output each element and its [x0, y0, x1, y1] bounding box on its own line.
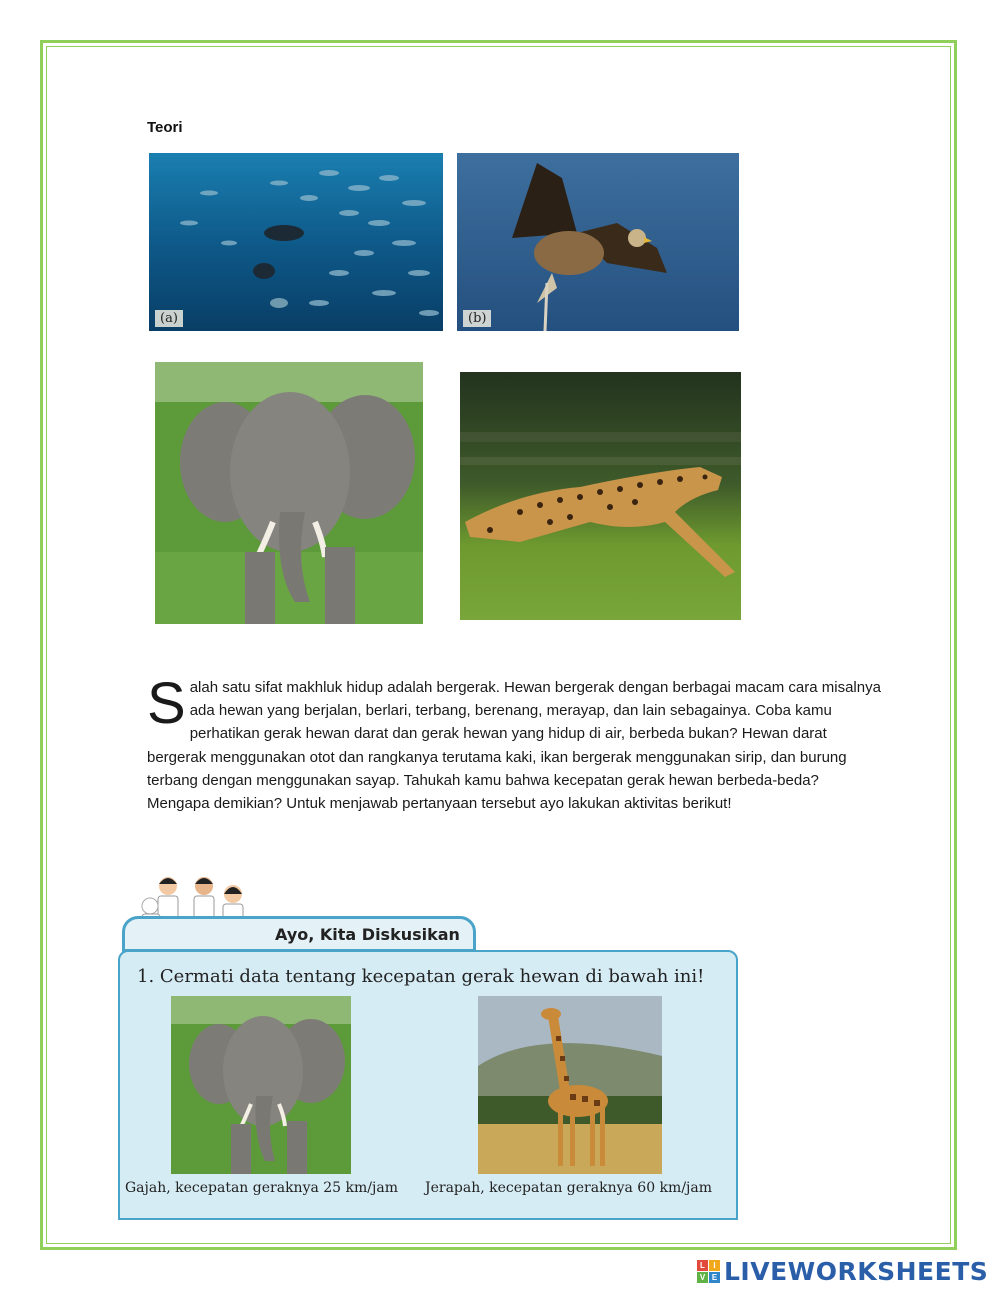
brand-name: LIVEWORKSHEETS — [724, 1256, 989, 1286]
photo-label-a: (a) — [155, 310, 183, 327]
question-text: 1. Cermati data tentang kecepatan gerak hewan di bawah ini! — [137, 966, 705, 987]
intro-paragraph — [147, 671, 882, 815]
elephant-photo — [155, 362, 423, 624]
fish-photo — [149, 153, 443, 331]
drop-cap: S — [147, 671, 186, 736]
eagle-photo — [457, 153, 739, 331]
cheetah-photo — [460, 372, 741, 620]
giraffe-photo — [478, 996, 662, 1174]
paragraph-text: alah satu sifat makhluk hidup adalah bergerak. Hewan bergerak dengan berbagai macam cara misalnya ada hewan yang berjalan, berlari, terbang, berenang, merayap, dan lain sebagainya. Coba kamu perhatikan gerak hewan darat dan gerak hewan yang hidup di air, berbeda bukan? Hewan darat bergerak menggunakan otot dan rangkanya terutama kaki, ikan bergerak menggunakan sirip, dan burung terbang dengan menggunakan sayap. Tahukah kamu bahwa kecepatan gerak hewan berbeda-beda? Mengapa demikian? Untuk menjawab pertanyaan tersebut ayo lakukan aktivitas berikut! — [147, 679, 881, 813]
elephant-small-photo — [171, 996, 351, 1174]
caption-elephant: Gajah, kecepatan geraknya 25 km/jam — [125, 1180, 398, 1196]
caption-giraffe: Jerapah, kecepatan geraknya 60 km/jam — [425, 1180, 712, 1196]
brand-logo-icon: L I V E — [697, 1260, 720, 1283]
discussion-title: Ayo, Kita Diskusikan — [275, 925, 460, 944]
photo-label-b: (b) — [463, 310, 491, 327]
section-heading: Teori — [147, 119, 183, 136]
liveworksheets-brand[interactable] — [697, 1256, 988, 1286]
